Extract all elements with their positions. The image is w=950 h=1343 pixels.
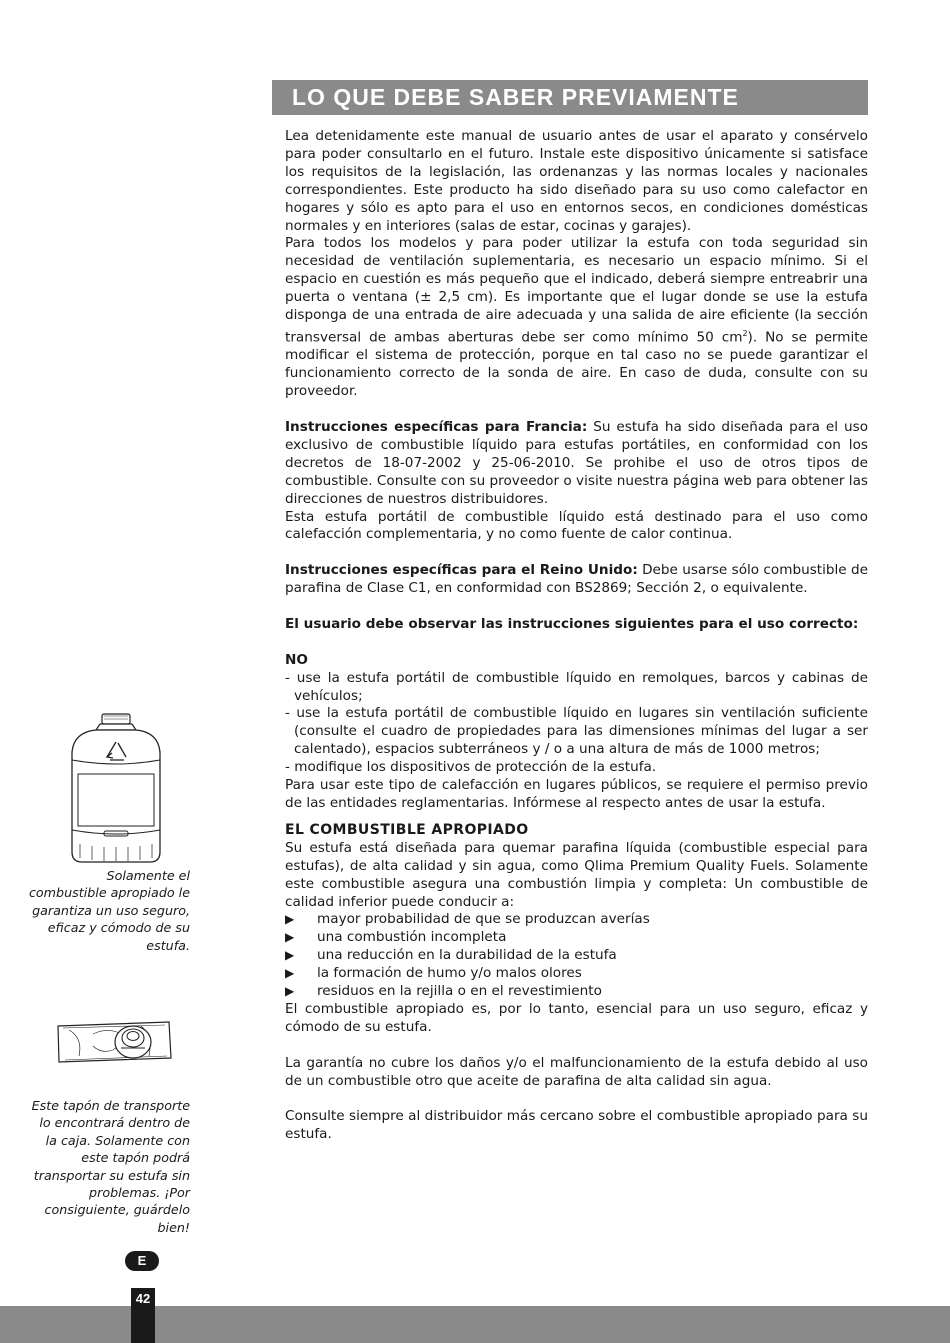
france-paragraph: Instrucciones específicas para Francia: Su estufa ha sido diseñada para el uso exclusivo de combustible líquido para estufas portátiles, en conformidad con los decretos de 18-07-2002 y 25-06-2010. Se prohibe el uso de otros tipos de combustible. Consulte con su proveedor o visite nuestra página web para obtener las direcciones de nuestros distribuidores. <box>285 419 869 507</box>
list-item: ▶ la formación de humo y/o malos olores <box>285 965 582 982</box>
uk-paragraph: Instrucciones específicas para el Reino Unido: Debe usarse sólo combustible de parafina de Clase C1, en conformidad con BS2869; Sección 2, o equivalente. <box>285 562 868 597</box>
france-label: Instrucciones específicas para Francia: <box>285 419 588 436</box>
page-title: LO QUE DEBE SABER PREVIAMENTE <box>292 84 739 110</box>
intro-paragraph: Lea detenidamente este manual de usuario antes de usar el aparato y consérvelo para poder consultarlo en el futuro. Instale este dispositivo únicamente si satisface los requisitos de la legislación, las ordenanzas y las normas locales y nacionales correspondientes. Este producto ha sido diseñado para su uso como calefactor en hogares y sólo es apto para el uso en entornos secos, en condiciones domésticas normales y en interiores (salas de estar, cocinas y garajes). <box>285 128 868 234</box>
arrow-right-icon: ▶ <box>285 966 295 981</box>
usage-note: El usuario debe observar las instrucciones siguientes para el uso correcto: <box>285 615 859 632</box>
fuel-section-title: EL COMBUSTIBLE APROPIADO <box>285 821 529 838</box>
section-header <box>272 80 868 115</box>
arrow-right-icon: ▶ <box>285 948 295 963</box>
fuel-caption: Solamente el combustible apropiado le garantiza un uso seguro, eficaz y cómodo de su estufa. <box>28 868 190 953</box>
arrow-right-icon: ▶ <box>285 984 295 999</box>
main-content <box>285 128 868 1144</box>
page-number: 42 <box>131 1288 155 1343</box>
no-item: - use la estufa portátil de combustible líquido en lugares sin ventilación suficiente (consulte el cuadro de propiedades para las dimensiones mínimas del lugar a ser calentado), espacios subterráneos y / o a una altura de más de 1000 metros; <box>285 705 868 758</box>
list-item: ▶ una combustión incompleta <box>285 929 507 946</box>
list-item: ▶ mayor probabilidad de que se produzcan averías <box>285 911 650 928</box>
fuel-consequences-list <box>285 911 868 1001</box>
no-item: - modifique los dispositivos de protección de la estufa. <box>285 759 657 776</box>
no-title: NO <box>285 651 308 668</box>
warranty-paragraph: La garantía no cubre los daños y/o el malfuncionamiento de la estufa debido al uso de un combustible otro que aceite de parafina de alta calidad sin agua. <box>285 1054 868 1089</box>
fuel-essential-paragraph: El combustible apropiado es, por lo tanto, esencial para un uso seguro, eficaz y cómodo de su estufa. <box>285 1000 868 1035</box>
fuel-can-illustration <box>66 712 166 864</box>
uk-label: Instrucciones específicas para el Reino Unido: <box>285 562 638 579</box>
fuel-intro: Su estufa está diseñada para quemar parafina líquida (combustible especial para estufas), de alta calidad y sin agua, como Qlima Premium Quality Fuels. Solamente este combustible asegura una combustión limpia y completa: Un combustible de calidad inferior puede conducir a: <box>285 839 868 910</box>
arrow-right-icon: ▶ <box>285 930 295 945</box>
list-item: ▶ residuos en la rejilla o en el revestimiento <box>285 983 602 1000</box>
ventilation-paragraph: Para todos los modelos y para poder utilizar la estufa con toda seguridad sin necesidad de ventilación suplementaria, es necesario un espacio mínimo. Si el espacio en cuestión es más pequeño que el indicado, deberá siempre entreabrir una puerta o ventana (± 2,5 cm). Es importante que el lugar donde se use la estufa disponga de una entrada de aire adecuada y una salida de aire eficiente (la sección transversal de ambas aberturas debe ser como mínimo 50 $cm^2$). No se permite modificar el sistema de protección, porque en tal caso no se puede garantizar el funcionamiento correcto de la sonda de aire. En caso de duda, consulte con su proveedor. <box>285 235 868 400</box>
arrow-right-icon: ▶ <box>285 912 295 927</box>
list-item: ▶ una reducción en la durabilidad de la estufa <box>285 947 617 964</box>
consult-paragraph: Consulte siempre al distribuidor más cercano sobre el combustible apropiado para su estufa. <box>285 1108 868 1143</box>
public-use-paragraph: Para usar este tipo de calefacción en lugares públicos, se requiere el permiso previo de las entidades reglamentarias. Infórmese al respecto antes de usar la estufa. <box>285 777 868 811</box>
language-badge: E <box>125 1251 159 1271</box>
transport-cap-illustration <box>53 1016 175 1066</box>
transport-cap-caption: Este tapón de transporte lo encontrará dentro de la caja. Solamente con este tapón podrá transportar su estufa sin problemas. ¡Por consiguiente, guárdelo bien! <box>31 1098 190 1235</box>
france-paragraph-2: Esta estufa portátil de combustible líquido está destinado para el uso como calefacción complementaria, y no como fuente de calor continua. <box>285 508 868 543</box>
no-item: - use la estufa portátil de combustible líquido en remolques, barcos y cabinas de vehículos; <box>285 669 868 704</box>
